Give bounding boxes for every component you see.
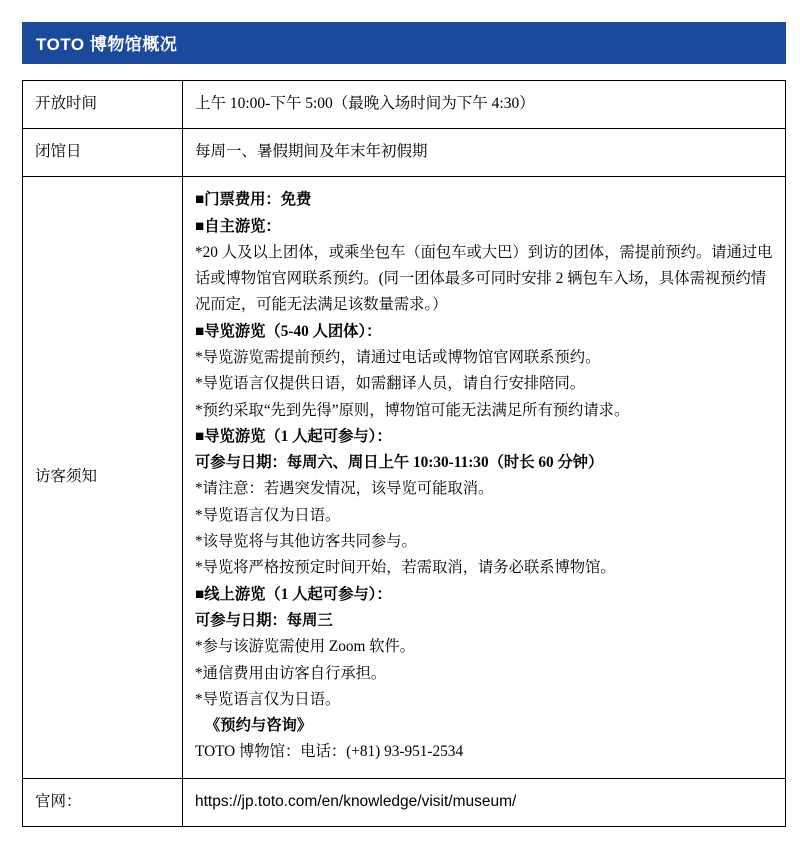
table-row [23, 129, 786, 177]
table-row [23, 177, 786, 779]
row-value-opening-hours: 上午 10:00-下午 5:00（最晚入场时间为下午 4:30） [183, 81, 786, 129]
notice-line: *导览语言仅为日语。 [195, 690, 341, 708]
table-row [23, 81, 786, 129]
notice-line: *导览语言仅提供日语，如需翻译人员，请自行安排陪同。 [195, 375, 586, 393]
notice-line: ■导览游览（5-40 人团体）： [195, 322, 382, 340]
row-value-website-url[interactable]: https://jp.toto.com/en/knowledge/visit/museum/ [183, 778, 786, 826]
notice-line: ■自主游览： [195, 217, 281, 235]
row-value-visitor-notice [183, 177, 786, 779]
row-label-visitor-notice: 访客须知 [23, 177, 183, 779]
notice-line: *参与该游览需使用 Zoom 软件。 [195, 638, 416, 656]
notice-line: *导览将严格按预定时间开始，若需取消，请务必联系博物馆。 [195, 559, 616, 577]
notice-line: *导览游览需提前预约，请通过电话或博物馆官网联系预约。 [195, 349, 601, 366]
row-label-opening-hours: 开放时间 [23, 81, 183, 129]
notice-line-reservation-heading: 《预约与咨询》 [205, 717, 313, 735]
row-label-website: 官网： [23, 778, 183, 826]
notice-line: *导览语言仅为日语。 [195, 506, 341, 524]
notice-line-contact: TOTO 博物馆：电话：(+81) 93-951-2534 [195, 743, 464, 761]
notice-line: *请注意：若遇突发情况，该导览可能取消。 [195, 480, 494, 498]
notice-line: 可参与日期：每周六、周日上午 10:30-11:30（时长 60 分钟） [195, 454, 604, 472]
table-row [23, 778, 786, 826]
notice-line: 可参与日期：每周三 [195, 611, 333, 629]
notice-line: ■线上游览（1 人起可参与）： [195, 585, 392, 603]
notice-line: *该导览将与其他访客共同参与。 [195, 533, 417, 551]
notice-line: *通信费用由访客自行承担。 [195, 664, 387, 682]
row-label-closed-days: 闭馆日 [23, 129, 183, 177]
table-body [23, 81, 786, 827]
museum-info-table [22, 80, 786, 827]
notice-line: ■门票费用：免费 [195, 191, 312, 209]
notice-line: *预约采取“先到先得”原则，博物馆可能无法满足所有预约请求。 [195, 401, 630, 419]
row-value-closed-days: 每周一、暑假期间及年末年初假期 [183, 129, 786, 177]
notice-line: *20 人及以上团体，或乘坐包车（面包车或大巴）到访的团体，需提前预约。请通过电话或博物馆官网联系预约。(同一团体最多可同时安排 2 辆包车入场，具体需视预约情况而定，可能无法满足该数量需求。） [195, 243, 773, 314]
notice-line: ■导览游览（1 人起可参与）： [195, 427, 392, 445]
page-title: TOTO 博物馆概况 [22, 22, 786, 64]
